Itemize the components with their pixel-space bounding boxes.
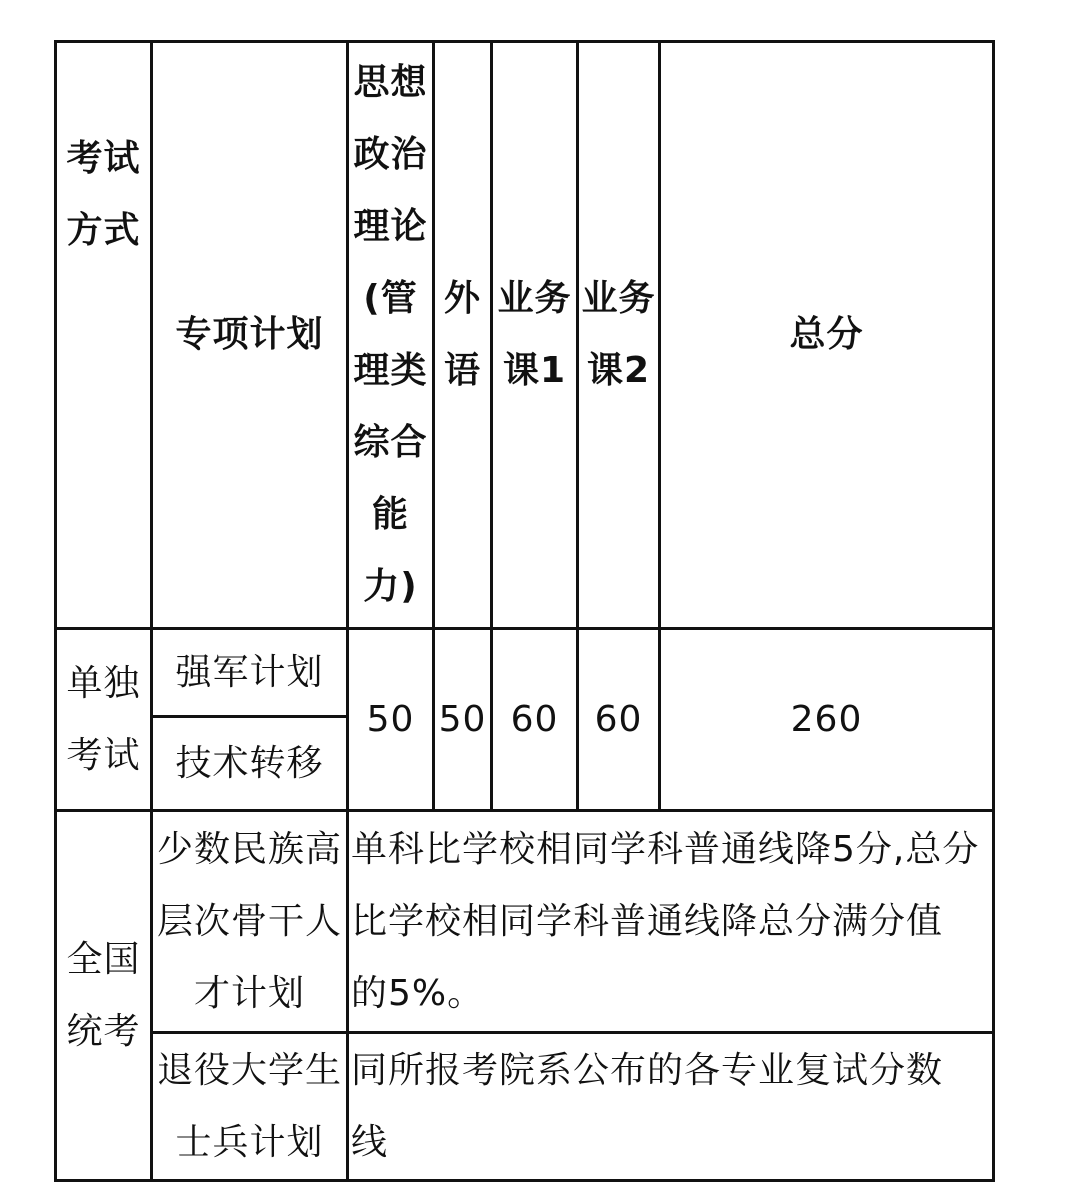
national-exam-row-1 [56, 811, 994, 1033]
national-exam-label: 全国 统考 [56, 811, 152, 1181]
header-course2: 业务 课2 [578, 42, 660, 629]
single-exam-course2-score: 60 [578, 629, 660, 811]
single-exam-language-score: 50 [434, 629, 492, 811]
national-exam-plan-veteran: 退役大学生 士兵计划 [152, 1033, 348, 1181]
single-exam-politics-score: 50 [348, 629, 434, 811]
single-exam-row-1 [56, 629, 994, 717]
national-exam-plan-minority: 少数民族高 层次骨干人 才计划 [152, 811, 348, 1033]
score-table [54, 40, 995, 1182]
national-exam-row-2 [56, 1033, 994, 1181]
header-row [56, 42, 994, 629]
single-exam-label: 单独 考试 [56, 629, 152, 811]
national-exam-minority-rule: 单科比学校相同学科普通线降5分,总分 比学校相同学科普通线降总分满分值 的5%。 [348, 811, 994, 1033]
single-exam-plan-military: 强军计划 [152, 629, 348, 717]
national-exam-veteran-rule: 同所报考院系公布的各专业复试分数 线 [348, 1033, 994, 1181]
header-exam-method: 考试 方式 [56, 42, 152, 629]
header-foreign-language: 外 语 [434, 42, 492, 629]
header-politics: 思想 政治 理论 (管 理类 综合 能 力) [348, 42, 434, 629]
score-table-container [54, 40, 995, 1182]
single-exam-total-score: 260 [660, 629, 994, 811]
single-exam-course1-score: 60 [492, 629, 578, 811]
single-exam-plan-tech-transfer: 技术转移 [152, 717, 348, 811]
header-special-plan: 专项计划 [152, 42, 348, 629]
header-course1: 业务 课1 [492, 42, 578, 629]
header-total: 总分 [660, 42, 994, 629]
